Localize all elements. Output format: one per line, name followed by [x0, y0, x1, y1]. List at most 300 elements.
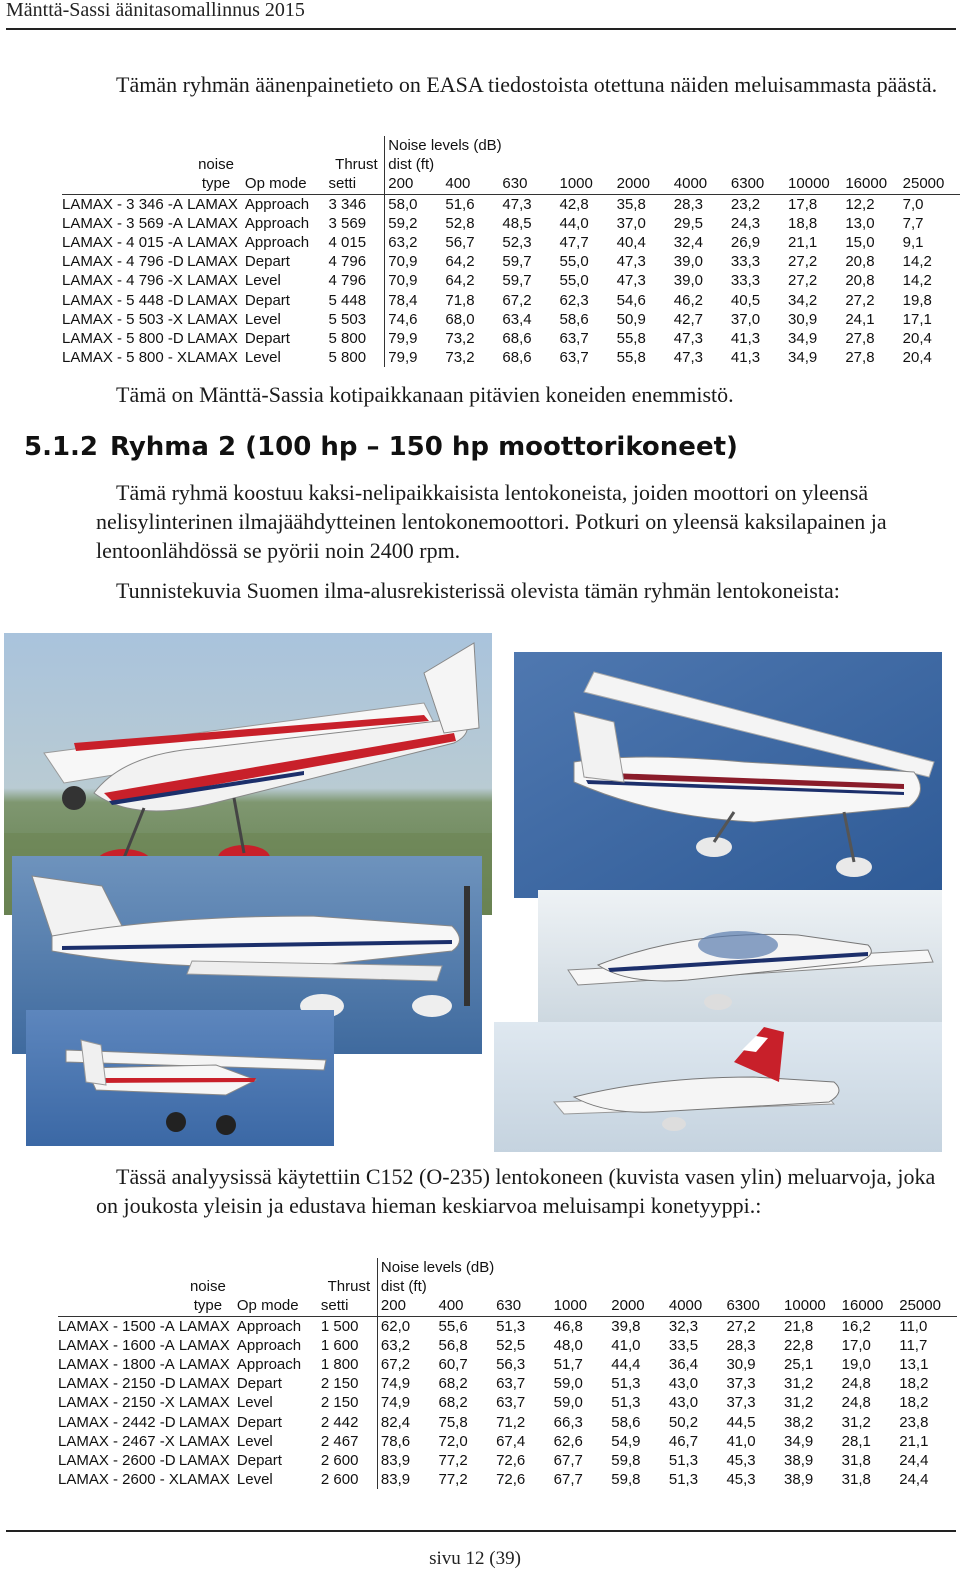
noise-value: 35,8 [617, 194, 674, 214]
noise-value: 41,3 [730, 349, 761, 367]
row-type: LAMAX [178, 1336, 230, 1354]
header-empty-cell [237, 1277, 321, 1296]
photo-robin-low-wing [538, 890, 942, 1022]
table-row [62, 214, 960, 233]
noise-value: 63,7 [559, 349, 589, 367]
noise-value: 63,2 [385, 233, 446, 252]
table-row [62, 194, 960, 214]
noise-value: 34,9 [784, 1432, 814, 1450]
distance-header: 25000 [899, 1297, 941, 1315]
table-header-row [58, 1277, 957, 1296]
row-type: LAMAX [178, 1471, 230, 1489]
noise-value: 47,3 [616, 272, 646, 290]
noise-value: 63,2 [377, 1336, 438, 1355]
noise-value: 13,1 [899, 1356, 929, 1374]
table-header-row [62, 155, 960, 174]
noise-value: 50,9 [616, 310, 646, 328]
noise-value: 59,7 [502, 253, 532, 271]
noise-value: 12,2 [845, 194, 902, 214]
noise-value: 13,0 [845, 214, 875, 232]
noise-value: 56,7 [445, 234, 475, 252]
distance-header: 200 [377, 1296, 438, 1316]
row-type: LAMAX [178, 1451, 230, 1469]
noise-value: 9,1 [902, 234, 924, 252]
noise-value: 20,8 [845, 272, 875, 290]
noise-value: 20,4 [902, 349, 932, 367]
noise-value: 59,7 [502, 272, 532, 290]
row-type: LAMAX [179, 1316, 237, 1336]
noise-value: 67,4 [496, 1432, 526, 1450]
noise-levels-header: Noise levels (dB) [377, 1258, 956, 1277]
row-thrust: 4 015 [328, 234, 367, 252]
setti-header: setti [320, 1297, 349, 1315]
noise-value: 14,2 [902, 253, 932, 271]
table-row [62, 329, 960, 348]
noise-value: 68,2 [438, 1375, 468, 1393]
noise-value: 28,3 [726, 1336, 756, 1354]
row-thrust: 2 467 [320, 1432, 359, 1450]
noise-value: 72,6 [496, 1471, 526, 1489]
row-type: LAMAX [187, 291, 238, 309]
table-row [62, 291, 960, 310]
noise-value: 28,1 [841, 1432, 871, 1450]
row-type: LAMAX [178, 1432, 230, 1450]
noise-value: 19,0 [841, 1356, 871, 1374]
noise-value: 38,2 [784, 1413, 814, 1431]
noise-value: 62,0 [377, 1316, 438, 1336]
header-title: Mänttä-Sassi äänitasomallinnus 2015 [6, 0, 305, 21]
noise-value: 25,1 [784, 1356, 814, 1374]
row-type: LAMAX [178, 1356, 230, 1374]
noise-value: 40,4 [616, 234, 646, 252]
noise-value: 70,9 [385, 252, 446, 271]
distance-header: 200 [385, 174, 446, 194]
noise-value: 40,5 [730, 291, 761, 309]
row-op-mode: Level [244, 310, 281, 328]
noise-value: 37,0 [616, 214, 646, 232]
noise-value: 24,8 [841, 1394, 871, 1412]
row-type: LAMAX [187, 214, 238, 232]
noise-value: 28,3 [674, 194, 731, 214]
noise-value: 7,0 [903, 194, 960, 214]
noise-value: 79,9 [385, 348, 446, 367]
row-type: LAMAX [187, 310, 238, 328]
row-thrust: 4 796 [328, 253, 367, 271]
row-op-mode: Depart [236, 1451, 282, 1469]
noise-value: 55,0 [559, 253, 589, 271]
analysis-text: Tässä analyysissä käytettiin C152 (O-235) lentokoneen (kuvista vasen ylin) meluarvoja, joka on joukosta yleisin ja edustava hieman keskiarvoa meluisampi konetyyppi.: [96, 1164, 936, 1218]
header-empty-cell [245, 155, 329, 174]
header-empty-cell [245, 136, 329, 155]
row-id: LAMAX - 4 796 -D [62, 253, 184, 271]
noise-value: 75,8 [438, 1413, 468, 1431]
dist-header: dist (ft) [385, 155, 960, 174]
noise-value: 37,3 [726, 1375, 756, 1393]
noise-value: 21,1 [899, 1432, 929, 1450]
noise-value: 51,3 [611, 1375, 641, 1393]
group-paragraph [96, 478, 946, 565]
noise-value: 51,3 [668, 1471, 699, 1489]
noise-value: 45,3 [726, 1451, 756, 1469]
photo-socata-tampico [494, 1022, 942, 1152]
row-type: LAMAX [187, 253, 238, 271]
distance-header: 400 [438, 1297, 464, 1315]
noise-value: 23,8 [899, 1413, 929, 1431]
row-op-mode: Level [236, 1432, 273, 1450]
noise-value: 58,6 [611, 1413, 641, 1431]
row-thrust: 3 346 [329, 194, 385, 214]
row-id: LAMAX - 4 015 -A [62, 234, 183, 252]
noise-value: 30,9 [726, 1356, 756, 1374]
noise-value: 26,9 [730, 234, 761, 252]
header-empty-cell [179, 1258, 237, 1277]
table-row [62, 348, 960, 367]
distance-header: 10000 [788, 175, 830, 193]
row-id: LAMAX - 2467 -X [58, 1432, 175, 1450]
noise-value: 82,4 [377, 1413, 438, 1432]
row-thrust: 1 800 [320, 1356, 359, 1374]
row-thrust: 5 503 [328, 310, 367, 328]
noise-value: 74,9 [377, 1393, 438, 1412]
noise-value: 36,4 [668, 1356, 699, 1374]
noise-value: 51,3 [496, 1316, 554, 1336]
noise-value: 27,8 [845, 329, 875, 347]
noise-value: 55,6 [438, 1316, 496, 1336]
majority-paragraph [96, 380, 946, 409]
header-empty-cell [187, 136, 245, 155]
noise-value: 52,3 [502, 234, 532, 252]
row-id: LAMAX - 5 503 -X [62, 310, 183, 328]
row-type: LAMAX [187, 194, 245, 214]
noise-header: noise [189, 1278, 226, 1296]
noise-value: 70,9 [385, 271, 446, 290]
table-row [58, 1316, 957, 1336]
table-row [58, 1374, 957, 1393]
noise-value: 11,7 [899, 1336, 928, 1354]
noise-value: 42,7 [673, 310, 703, 328]
noise-value: 21,8 [784, 1316, 842, 1336]
row-id: LAMAX - 2150 -D [58, 1375, 176, 1393]
page-number: sivu 12 (39) [429, 1548, 521, 1569]
noise-value: 38,9 [784, 1471, 814, 1489]
noise-value: 51,3 [611, 1394, 641, 1412]
row-id: LAMAX - 2442 -D [58, 1413, 176, 1431]
table-header-row [62, 136, 960, 155]
noise-value: 55,8 [616, 329, 646, 347]
noise-value: 16,2 [842, 1316, 900, 1336]
distance-header: 1000 [559, 175, 593, 193]
noise-value: 37,0 [730, 310, 761, 328]
op-mode-header: Op mode [244, 175, 307, 193]
noise-value: 67,7 [553, 1451, 583, 1469]
table-header-row [62, 174, 960, 194]
noise-value: 27,2 [845, 291, 875, 309]
distance-header: 2000 [616, 175, 650, 193]
noise-value: 52,8 [445, 214, 475, 232]
table-row [58, 1355, 957, 1374]
noise-value: 59,8 [611, 1451, 641, 1469]
noise-value: 31,2 [784, 1375, 814, 1393]
noise-value: 71,8 [445, 291, 475, 309]
row-thrust: 2 150 [320, 1375, 359, 1393]
noise-value: 23,2 [731, 194, 788, 214]
row-op-mode: Approach [244, 214, 310, 232]
noise-value: 44,4 [611, 1356, 641, 1374]
noise-value: 43,0 [668, 1375, 699, 1393]
table-header-row [58, 1258, 957, 1277]
noise-value: 24,1 [845, 310, 875, 328]
row-thrust: 5 800 [328, 349, 367, 367]
noise-value: 56,8 [438, 1336, 468, 1354]
noise-value: 19,8 [902, 291, 932, 309]
noise-value: 46,7 [668, 1432, 699, 1450]
row-op-mode: Level [244, 349, 281, 367]
row-op-mode: Level [236, 1471, 273, 1489]
row-type: LAMAX [187, 234, 238, 252]
noise-value: 17,8 [788, 194, 845, 214]
noise-value: 46,8 [554, 1316, 612, 1336]
row-type: LAMAX [178, 1375, 230, 1393]
noise-value: 31,2 [841, 1413, 871, 1431]
noise-value: 68,6 [502, 329, 532, 347]
noise-value: 58,6 [559, 310, 589, 328]
noise-value: 58,0 [385, 194, 446, 214]
header-empty-cell [237, 1258, 321, 1277]
distance-header: 4000 [673, 175, 708, 193]
noise-value: 17,0 [841, 1336, 871, 1354]
section-heading [24, 432, 738, 462]
row-type: LAMAX [178, 1394, 230, 1412]
noise-value: 33,3 [730, 253, 761, 271]
row-thrust: 1 600 [320, 1336, 359, 1354]
row-op-mode: Depart [236, 1375, 282, 1393]
noise-value: 39,0 [673, 272, 703, 290]
noise-value: 74,6 [385, 310, 446, 329]
noise-value: 62,6 [553, 1432, 583, 1450]
noise-value: 18,2 [899, 1375, 929, 1393]
images-intro-paragraph [96, 576, 946, 605]
header-empty-cell [58, 1296, 179, 1316]
row-thrust: 5 448 [328, 291, 367, 309]
header-empty-cell [62, 174, 187, 194]
noise-value: 30,9 [788, 310, 818, 328]
op-mode-header: Op mode [236, 1297, 299, 1315]
noise-value: 24,4 [899, 1451, 929, 1469]
distance-header: 400 [445, 175, 471, 193]
noise-value: 62,3 [559, 291, 589, 309]
noise-value: 20,4 [902, 329, 932, 347]
group-text: Tämä ryhmä koostuu kaksi-nelipaikkaisista lentokoneista, joiden moottori on yleensä nelisylinterinen ilmajäähdytteinen lentokonemoottori. Potkuri on yleensä kaksilapainen ja lentoonlähdössä se pyörii noin 2400 rpm. [96, 480, 887, 563]
noise-value: 72,6 [496, 1451, 526, 1469]
noise-value: 34,9 [788, 349, 818, 367]
row-id: LAMAX - 1600 -A [58, 1336, 175, 1354]
table-row [58, 1470, 957, 1489]
table-row [58, 1336, 957, 1355]
noise-table-1 [62, 136, 960, 367]
noise-value: 63,4 [502, 310, 532, 328]
row-id: LAMAX - 4 796 -X [62, 272, 183, 290]
row-id: LAMAX - 5 448 -D [62, 291, 184, 309]
noise-value: 56,3 [496, 1356, 526, 1374]
row-id: LAMAX - 5 800 - X [62, 349, 188, 367]
header-empty-cell [321, 1258, 378, 1277]
noise-table-2 [58, 1258, 957, 1489]
noise-value: 27,2 [788, 272, 818, 290]
noise-value: 73,2 [445, 349, 475, 367]
row-op-mode: Approach [236, 1336, 302, 1354]
row-op-mode: Depart [244, 329, 290, 347]
noise-value: 79,9 [385, 329, 446, 348]
noise-value: 54,9 [611, 1432, 641, 1450]
section-number: 5.1.2 [24, 432, 99, 462]
distance-header: 630 [502, 175, 528, 193]
table-row [58, 1393, 957, 1412]
noise-value: 67,7 [553, 1471, 583, 1489]
row-op-mode: Level [236, 1394, 273, 1412]
row-id: LAMAX - 2150 -X [58, 1394, 175, 1412]
photo-piper-cub [26, 1010, 334, 1146]
noise-value: 45,3 [726, 1471, 756, 1489]
row-op-mode: Approach [244, 234, 310, 252]
noise-value: 67,2 [377, 1355, 438, 1374]
row-id: LAMAX - 3 569 -A [62, 214, 183, 232]
distance-header: 6300 [726, 1297, 760, 1315]
distance-header: 2000 [611, 1297, 645, 1315]
noise-value: 42,8 [559, 194, 616, 214]
row-type: LAMAX [187, 272, 238, 290]
noise-value: 22,8 [784, 1336, 814, 1354]
noise-value: 27,2 [788, 253, 818, 271]
noise-value: 60,7 [438, 1356, 468, 1374]
noise-value: 21,1 [788, 234, 818, 252]
table-row [62, 233, 960, 252]
noise-value: 29,5 [673, 214, 703, 232]
noise-value: 34,2 [788, 291, 818, 309]
noise-value: 41,0 [611, 1336, 641, 1354]
noise-value: 32,4 [673, 234, 703, 252]
row-id: LAMAX - 3 346 -A [62, 194, 187, 214]
noise-value: 68,0 [445, 310, 475, 328]
distance-header: 6300 [730, 175, 765, 193]
thrust-header: Thrust [327, 1278, 371, 1296]
noise-value: 38,9 [784, 1451, 814, 1469]
noise-value: 52,5 [496, 1336, 526, 1354]
row-type: LAMAX [187, 349, 238, 367]
noise-value: 83,9 [377, 1470, 438, 1489]
noise-value: 63,7 [496, 1375, 526, 1393]
intro-text: Tämän ryhmän äänenpainetieto on EASA tiedostoista otettuna näiden meluisammasta päästä. [116, 72, 938, 97]
table-row [58, 1413, 957, 1432]
noise-value: 51,6 [445, 194, 502, 214]
row-thrust: 4 796 [328, 272, 367, 290]
noise-value: 47,3 [502, 194, 559, 214]
noise-value: 39,0 [673, 253, 703, 271]
type-header: type [201, 175, 231, 193]
noise-value: 31,2 [784, 1394, 814, 1412]
noise-value: 50,2 [668, 1413, 699, 1431]
images-intro-text: Tunnistekuvia Suomen ilma-alusrekisterissä olevista tämän ryhmän lentokoneista: [116, 578, 840, 603]
noise-value: 77,2 [438, 1451, 468, 1469]
noise-value: 74,9 [377, 1374, 438, 1393]
row-thrust: 2 150 [320, 1394, 359, 1412]
analysis-paragraph [96, 1162, 946, 1220]
row-thrust: 2 600 [320, 1451, 359, 1469]
distance-header: 16000 [841, 1297, 884, 1315]
noise-value: 63,7 [496, 1394, 526, 1412]
noise-value: 27,2 [726, 1316, 784, 1336]
row-op-mode: Approach [236, 1356, 302, 1374]
noise-value: 14,2 [902, 272, 932, 290]
row-thrust: 3 569 [328, 214, 367, 232]
row-op-mode: Depart [244, 291, 290, 309]
noise-value: 33,5 [668, 1336, 699, 1354]
noise-value: 63,7 [559, 329, 589, 347]
noise-value: 48,5 [502, 214, 532, 232]
row-op-mode: Depart [236, 1413, 282, 1431]
row-id: LAMAX - 1500 -A [58, 1316, 179, 1336]
noise-value: 31,8 [841, 1471, 871, 1489]
noise-value: 27,8 [845, 349, 875, 367]
noise-value: 37,3 [726, 1394, 756, 1412]
distance-header: 25000 [902, 175, 945, 193]
noise-value: 48,0 [553, 1336, 583, 1354]
noise-value: 33,3 [730, 272, 761, 290]
noise-value: 59,0 [553, 1394, 583, 1412]
row-op-mode: Depart [244, 253, 290, 271]
noise-value: 32,3 [669, 1316, 727, 1336]
noise-value: 78,6 [377, 1432, 438, 1451]
intro-paragraph [96, 70, 946, 99]
noise-value: 64,2 [445, 253, 475, 271]
noise-value: 7,7 [902, 214, 924, 232]
table-row [62, 310, 960, 329]
noise-value: 11,0 [899, 1316, 957, 1336]
header-empty-cell [329, 136, 385, 155]
row-id: LAMAX - 2600 -D [58, 1451, 176, 1469]
noise-value: 55,0 [559, 272, 589, 290]
noise-value: 17,1 [902, 310, 932, 328]
noise-value: 44,5 [726, 1413, 756, 1431]
row-op-mode: Approach [237, 1316, 321, 1336]
noise-value: 73,2 [445, 329, 475, 347]
photo-cessna-172 [514, 652, 942, 898]
noise-value: 71,2 [496, 1413, 526, 1431]
noise-value: 34,9 [788, 329, 818, 347]
row-thrust: 1 500 [321, 1316, 378, 1336]
noise-value: 20,8 [845, 253, 875, 271]
type-header: type [193, 1297, 223, 1315]
page-header [6, 0, 956, 30]
distance-header: 630 [496, 1297, 522, 1315]
noise-value: 67,2 [502, 291, 532, 309]
thrust-header: Thrust [335, 156, 378, 174]
row-thrust: 2 600 [320, 1471, 359, 1489]
noise-value: 41,0 [726, 1432, 756, 1450]
row-type: LAMAX [187, 329, 238, 347]
row-op-mode: Approach [245, 194, 329, 214]
noise-value: 66,3 [553, 1413, 583, 1431]
table-row [58, 1432, 957, 1451]
noise-value: 51,3 [668, 1451, 699, 1469]
header-empty-cell [58, 1258, 179, 1277]
noise-value: 24,8 [841, 1375, 871, 1393]
distance-header: 16000 [845, 175, 888, 193]
noise-value: 55,8 [616, 349, 646, 367]
noise-value: 59,0 [553, 1375, 583, 1393]
distance-header: 10000 [784, 1297, 826, 1315]
row-id: LAMAX - 5 800 -D [62, 329, 184, 347]
header-empty-cell [62, 155, 187, 174]
